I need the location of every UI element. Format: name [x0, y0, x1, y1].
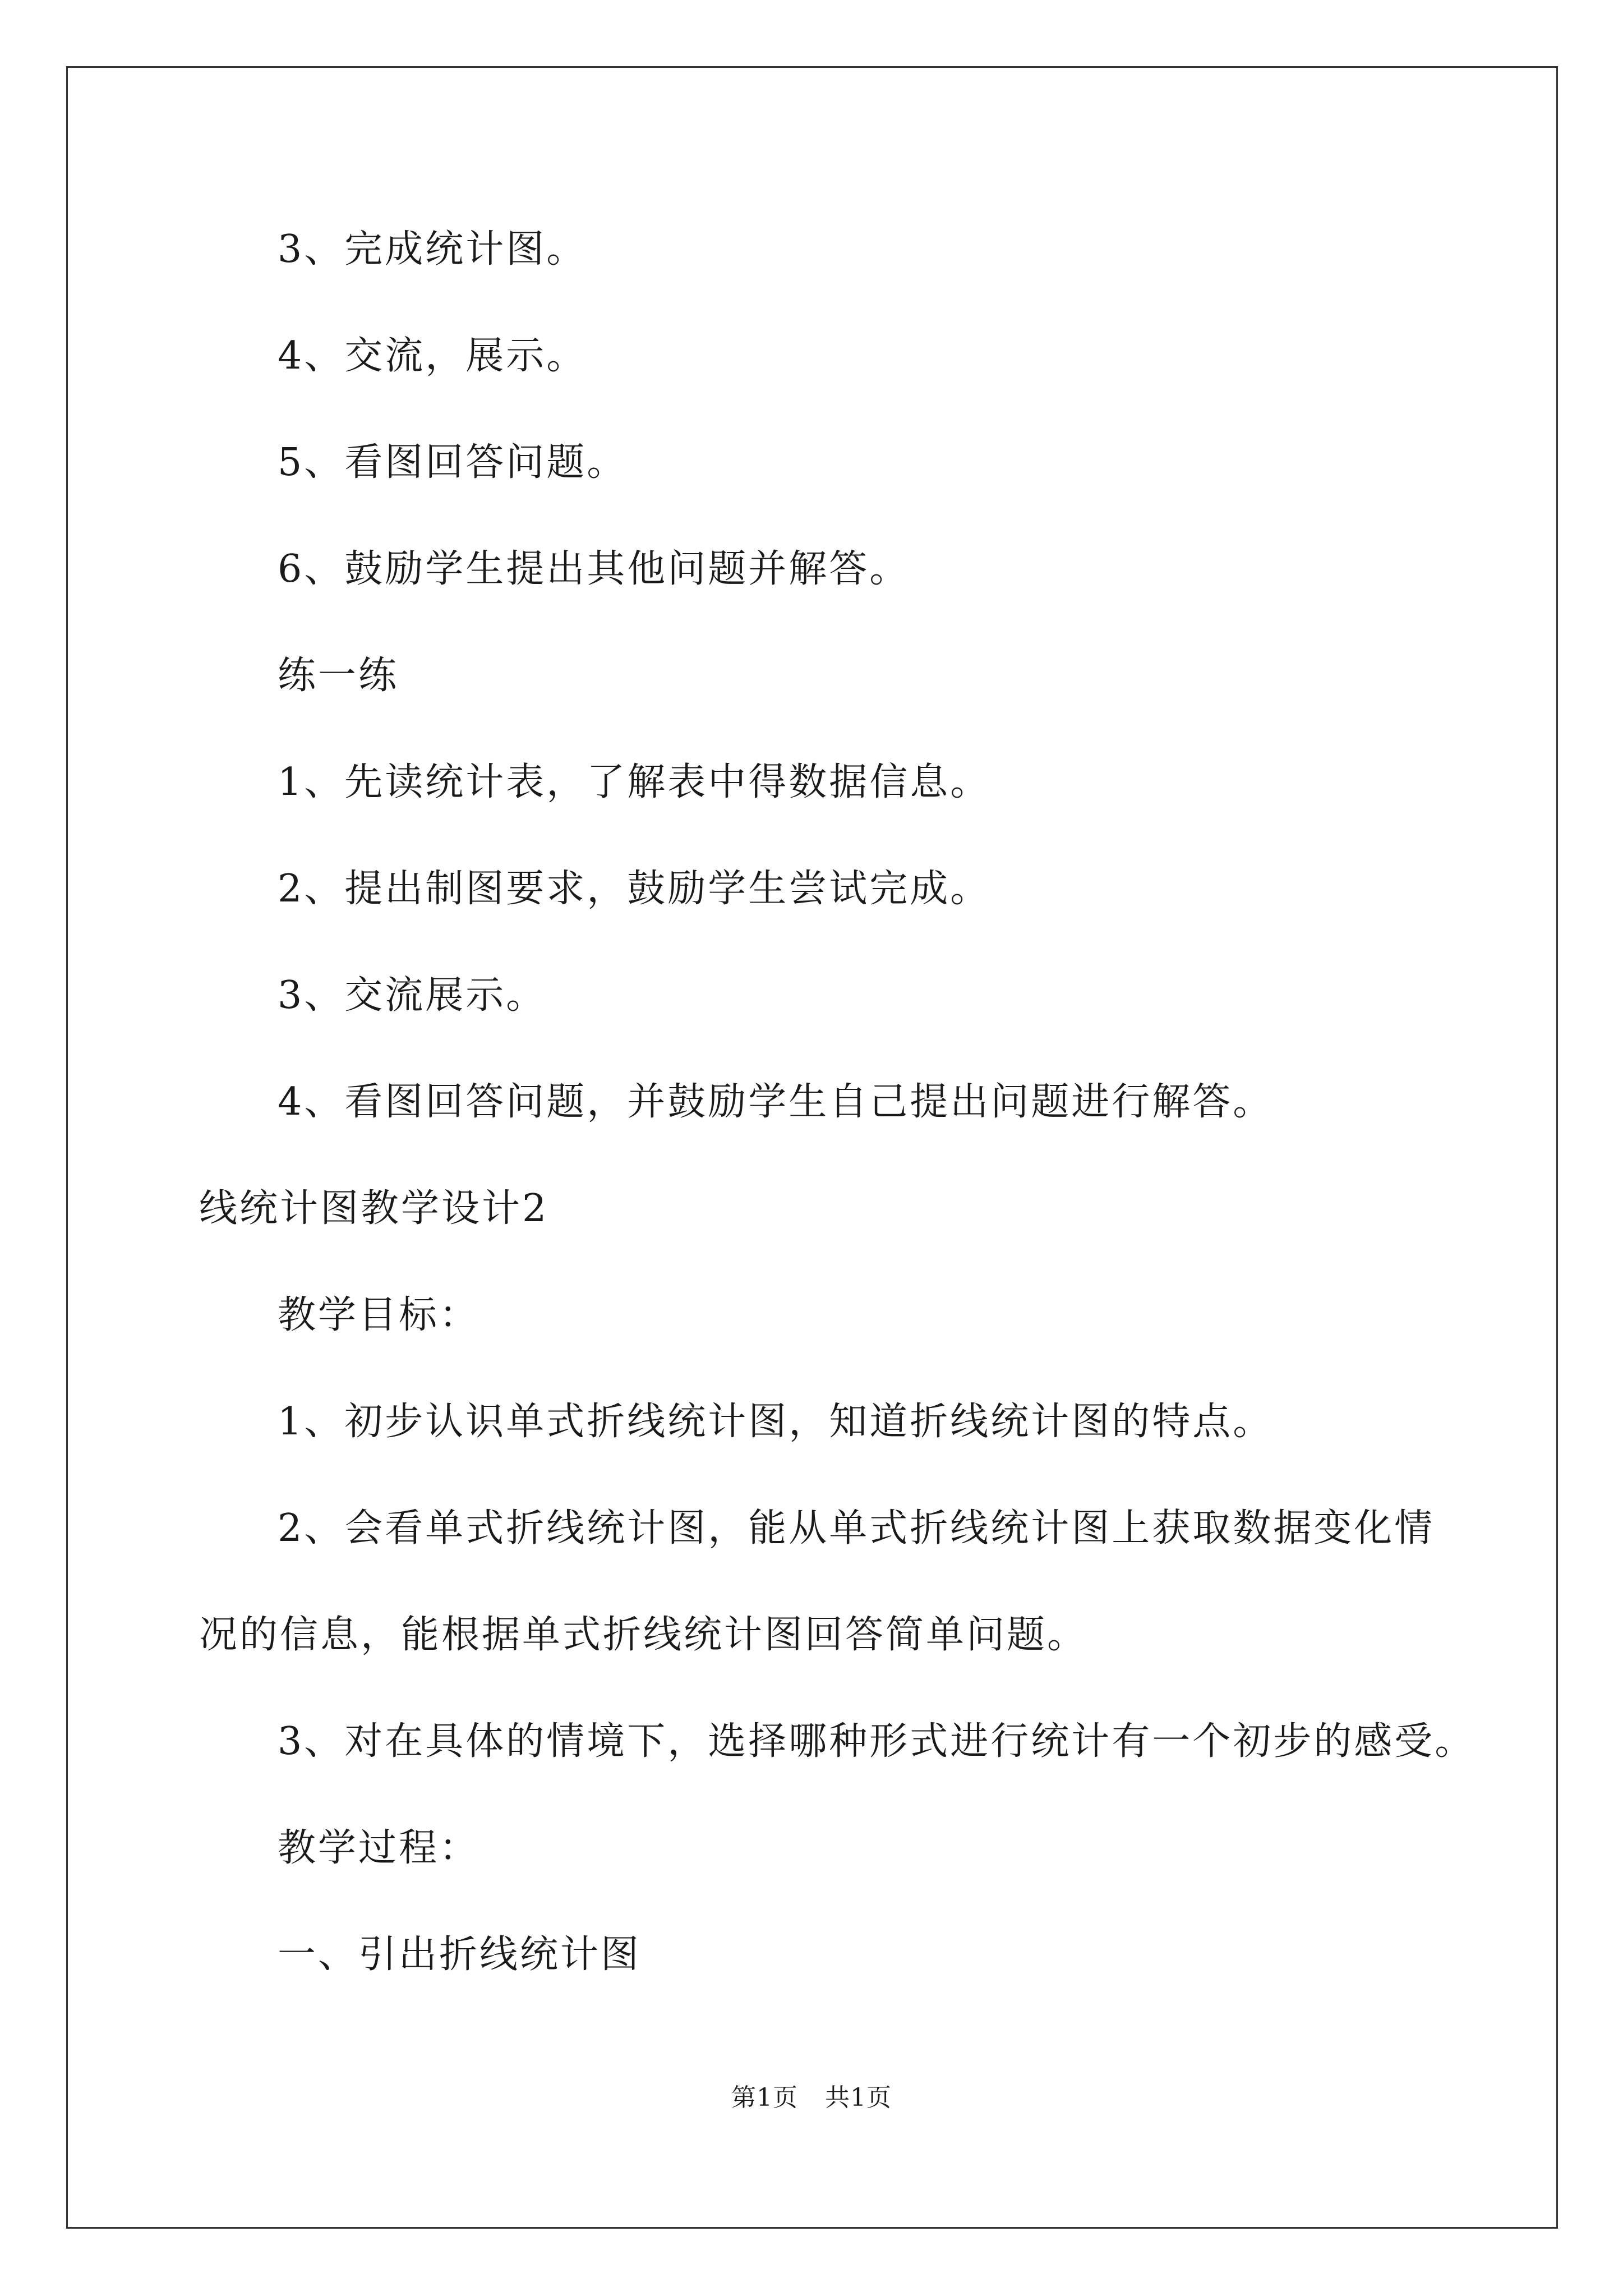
text-line: 6、鼓励学生提出其他问题并解答。	[278, 547, 910, 591]
section-heading: 一、引出折线统计图	[278, 1932, 642, 1977]
text-line: 4、看图回答问题，并鼓励学生自己提出问题进行解答。	[278, 1080, 1274, 1124]
section-heading: 教学过程：	[278, 1826, 480, 1870]
text-line: 况的信息，能根据单式折线统计图回答简单问题。	[199, 1613, 1088, 1657]
text-line: 1、初步认识单式折线统计图，知道折线统计图的特点。	[278, 1400, 1274, 1444]
text-line: 1、先读统计表，了解表中得数据信息。	[278, 760, 991, 804]
page-border	[66, 66, 1558, 2229]
document-title: 线统计图教学设计2	[199, 1186, 549, 1231]
page-number: 第1页	[731, 2083, 798, 2112]
text-line: 3、交流展示。	[278, 973, 547, 1018]
page-footer	[0, 2082, 1623, 2114]
text-line: 5、看图回答问题。	[278, 440, 628, 485]
page-total: 共1页	[825, 2083, 892, 2112]
text-line: 4、交流，展示。	[278, 334, 587, 378]
text-line: 2、提出制图要求，鼓励学生尝试完成。	[278, 867, 991, 911]
section-heading: 教学目标：	[278, 1293, 480, 1337]
text-line: 2、会看单式折线统计图，能从单式折线统计图上获取数据变化情	[278, 1506, 1435, 1550]
text-line: 3、完成统计图。	[278, 227, 587, 272]
text-line: 3、对在具体的情境下，选择哪种形式进行统计有一个初步的感受。	[278, 1719, 1476, 1764]
section-heading: 练一练	[278, 654, 399, 698]
